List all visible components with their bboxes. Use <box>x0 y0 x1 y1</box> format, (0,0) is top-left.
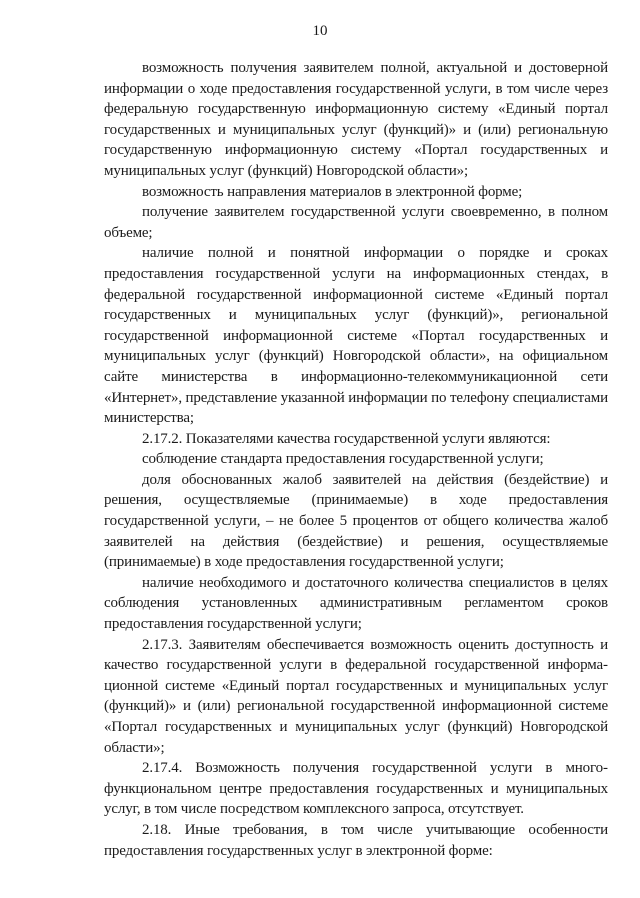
paragraph-standard-compliance: соблюдение стандарта предоставления государственной услуги; <box>142 451 544 468</box>
paragraph-staff-sufficiency: наличие необходимого и достаточного количества специалистов в целях соблюдения установленных административным регламентом сроков предоставления государственной услуги; <box>104 574 608 633</box>
paragraph-electronic-submission: возможность направления материалов в электронной форме; <box>142 183 523 200</box>
paragraph-quality-evaluation: 2.17.3. Заявителям обеспечивается возможность оценить доступность и качество государственной услуги в федеральной государственной информационной системе «Единый портал государственных и муниципальных услуг (функций)» и (или) региональной государственной информационной системе «Портал государственных и муниципальных услуг (функций) Новгородской области»; <box>104 636 608 756</box>
paragraph-quality-indicators: 2.17.2. Показателями качества государственной услуги являются: <box>142 430 551 447</box>
document-body <box>104 58 608 861</box>
paragraph-procedure-information: наличие полной и понятной информации о порядке и сроках предоставления государственной услуги на информационных стендах, в федеральной государственной информационной системе «Единый портал государственных и муниципальных услуг (функций)», региональной государственной информационной системе «Портал государственных и муниципальных услуг (функций) Новгородской области», на официальном сайте министерства в информационно-телекоммуникационной сети «Интернет», представление указанной информации по телефону специалистами министерства; <box>104 245 608 427</box>
paragraph-timely-receipt: получение заявителем государственной услуги своевременно, в полном объеме; <box>104 204 608 241</box>
paragraph-other-requirements: 2.18. Иные требования, в том числе учитывающие особенности предоставления государственных услуг в электронной форме: <box>104 821 608 859</box>
paragraph-information-availability: возможность получения заявителем полной, актуальной и достоверной информации о ходе предоставления государственной услуги, в том числе через федеральную государственную информационную систему «Единый портал государственных и муниципальных услуг (функций)» и (или) региональную государственную информационную систему «Портал государственных и муниципальных услуг (функций) Новгородской области»; <box>104 60 608 179</box>
paragraph-complaints-share: доля обоснованных жалоб заявителей на действия (бездействие) и решения, осуществляемые (принимаемые) в ходе предоставления государственной услуги, – не более 5 процентов от общего количества жалоб заявителей на действия (бездействие) и решения, осуществляемые (принимаемые) в ходе предоставления государственной услуги; <box>104 471 608 571</box>
page-number: 10 <box>312 23 328 39</box>
paragraph-multifunctional-center: 2.17.4. Возможность получения государственной услуги в многофункциональном центре предоставления государственных и муниципальных услуг, в том числе посредством комплексного запроса, отсутствует. <box>104 760 608 818</box>
